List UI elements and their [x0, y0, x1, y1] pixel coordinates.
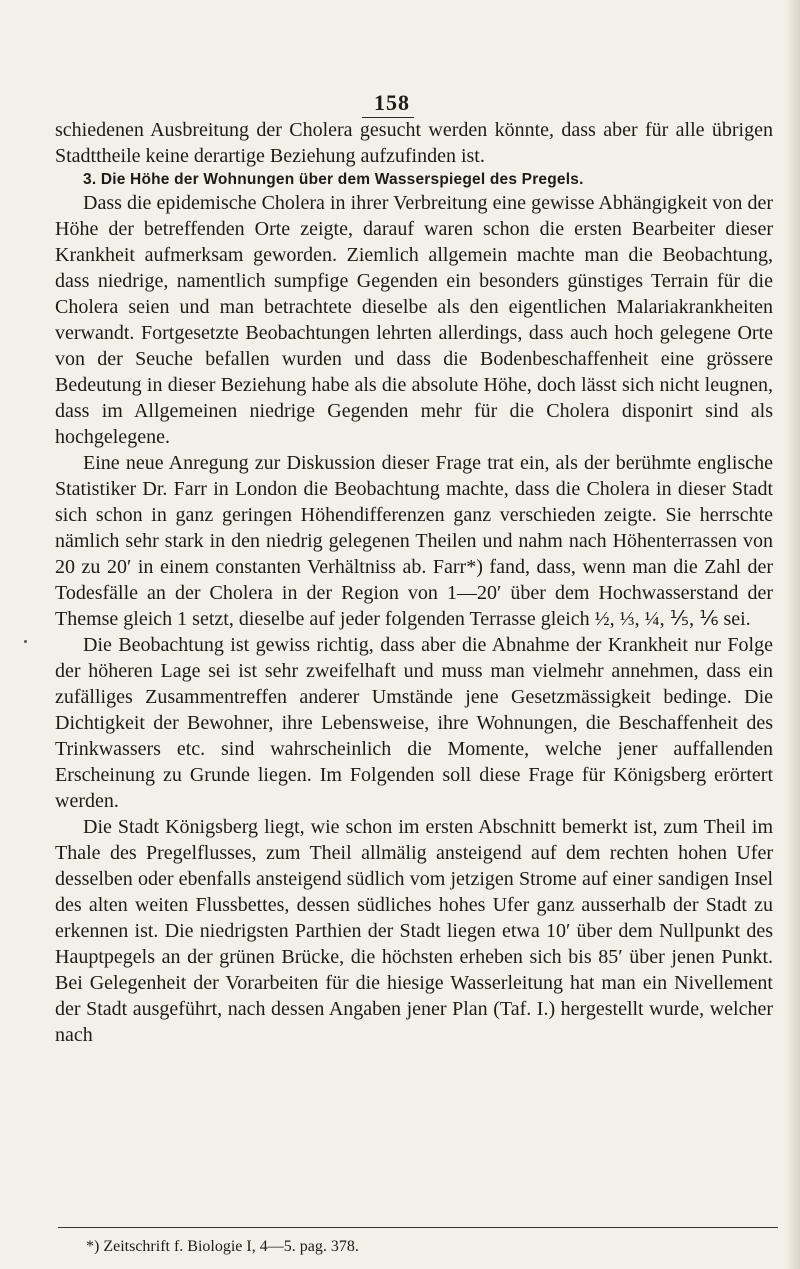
continuation-paragraph: schiedenen Ausbreitung der Cholera gesucht werden könnte, dass aber für alle übrigen Stadttheile keine derartige Beziehung aufzufinden ist. — [55, 119, 773, 167]
page-edge-shadow — [786, 0, 800, 1269]
section-heading: 3. Die Höhe der Wohnungen über dem Wasserspiegel des Pregels. — [83, 171, 584, 188]
page-number: 158 — [374, 90, 410, 115]
margin-mark — [24, 640, 27, 643]
body-text — [55, 117, 773, 1048]
paragraph-1: Dass die epidemische Cholera in ihrer Verbreitung eine gewisse Abhängigkeit von der Höhe der betreffenden Orte zeigte, darauf waren schon die ersten Bearbeiter dieser Krankheit aufmerksam geworden. Ziemlich allgemein machte man die Beobachtung, dass niedrige, namentlich sumpfige Gegenden ein besonders günstiges Terrain für die Cholera seien und man betrachtete dieselbe als den eigentlichen Malariakrankheiten verwandt. Fortgesetzte Beobachtungen lehrten allerdings, dass auch hoch gelegene Orte von der Seuche befallen wurden und dass die Bodenbeschaffenheit eine grössere Bedeutung in dieser Beziehung habe als die absolute Höhe, doch lässt sich nicht leugnen, dass im Allgemeinen niedrige Gegenden mehr für die Cholera disponirt sind als hochgelegene. — [55, 192, 773, 448]
paragraph-2: Eine neue Anregung zur Diskussion dieser Frage trat ein, als der berühmte englische Statistiker Dr. Farr in London die Beobachtung machte, dass die Cholera in dieser Stadt sich schon in ganz geringen Höhendifferenzen ganz verschieden zeigte. Sie herrschte nämlich sehr stark in den niedrig gelegenen Theilen und nahm nach Höhenterrassen von 20 zu 20′ in einem constanten Verhältniss ab. Farr*) fand, dass, wenn man die Zahl der Todesfälle an der Cholera in der Region von 1—20′ über dem Hochwasserstand der Themse gleich 1 setzt, dieselbe auf jeder folgenden Terrasse gleich ½, ⅓, ¼, ⅕, ⅙ sei. — [55, 452, 773, 630]
paragraph-3: Die Beobachtung ist gewiss richtig, dass aber die Abnahme der Krankheit nur Folge der höheren Lage sei ist sehr zweifelhaft und muss man vielmehr annehmen, dass ein zufälliges Zusammentreffen anderer Umstände jene Gesetzmässigkeit bedinge. Die Dichtigkeit der Bewohner, ihre Lebensweise, ihre Wohnungen, die Beschaffenheit des Trinkwassers etc. sind wahrscheinlich die Momente, welche jener auffallenden Erscheinung zu Grunde liegen. Im Folgenden soll diese Frage für Königsberg erörtert werden. — [55, 634, 773, 812]
footnote-rule — [58, 1227, 778, 1228]
paragraph-4: Die Stadt Königsberg liegt, wie schon im ersten Abschnitt bemerkt ist, zum Theil im Thale des Pregelflusses, zum Theil allmälig ansteigend auf dem rechten hohen Ufer desselben oder ebenfalls ansteigend südlich vom jetzigen Strome auf einer sandigen Insel des alten weiten Flussbettes, dessen südliches hohes Ufer ganz ausserhalb der Stadt zu erkennen ist. Die niedrigsten Parthien der Stadt liegen etwa 10′ über dem Nullpunkt des Hauptpegels an der grünen Brücke, die höchsten erheben sich bis 85′ über jenen Punkt. Bei Gelegenheit der Vorarbeiten für die hiesige Wasserleitung hat man ein Nivellement der Stadt ausgeführt, nach dessen Angaben jener Plan (Taf. I.) hergestellt wurde, welcher nach — [55, 816, 773, 1046]
footnote: *) Zeitschrift f. Biologie I, 4—5. pag. 378. — [86, 1238, 359, 1255]
